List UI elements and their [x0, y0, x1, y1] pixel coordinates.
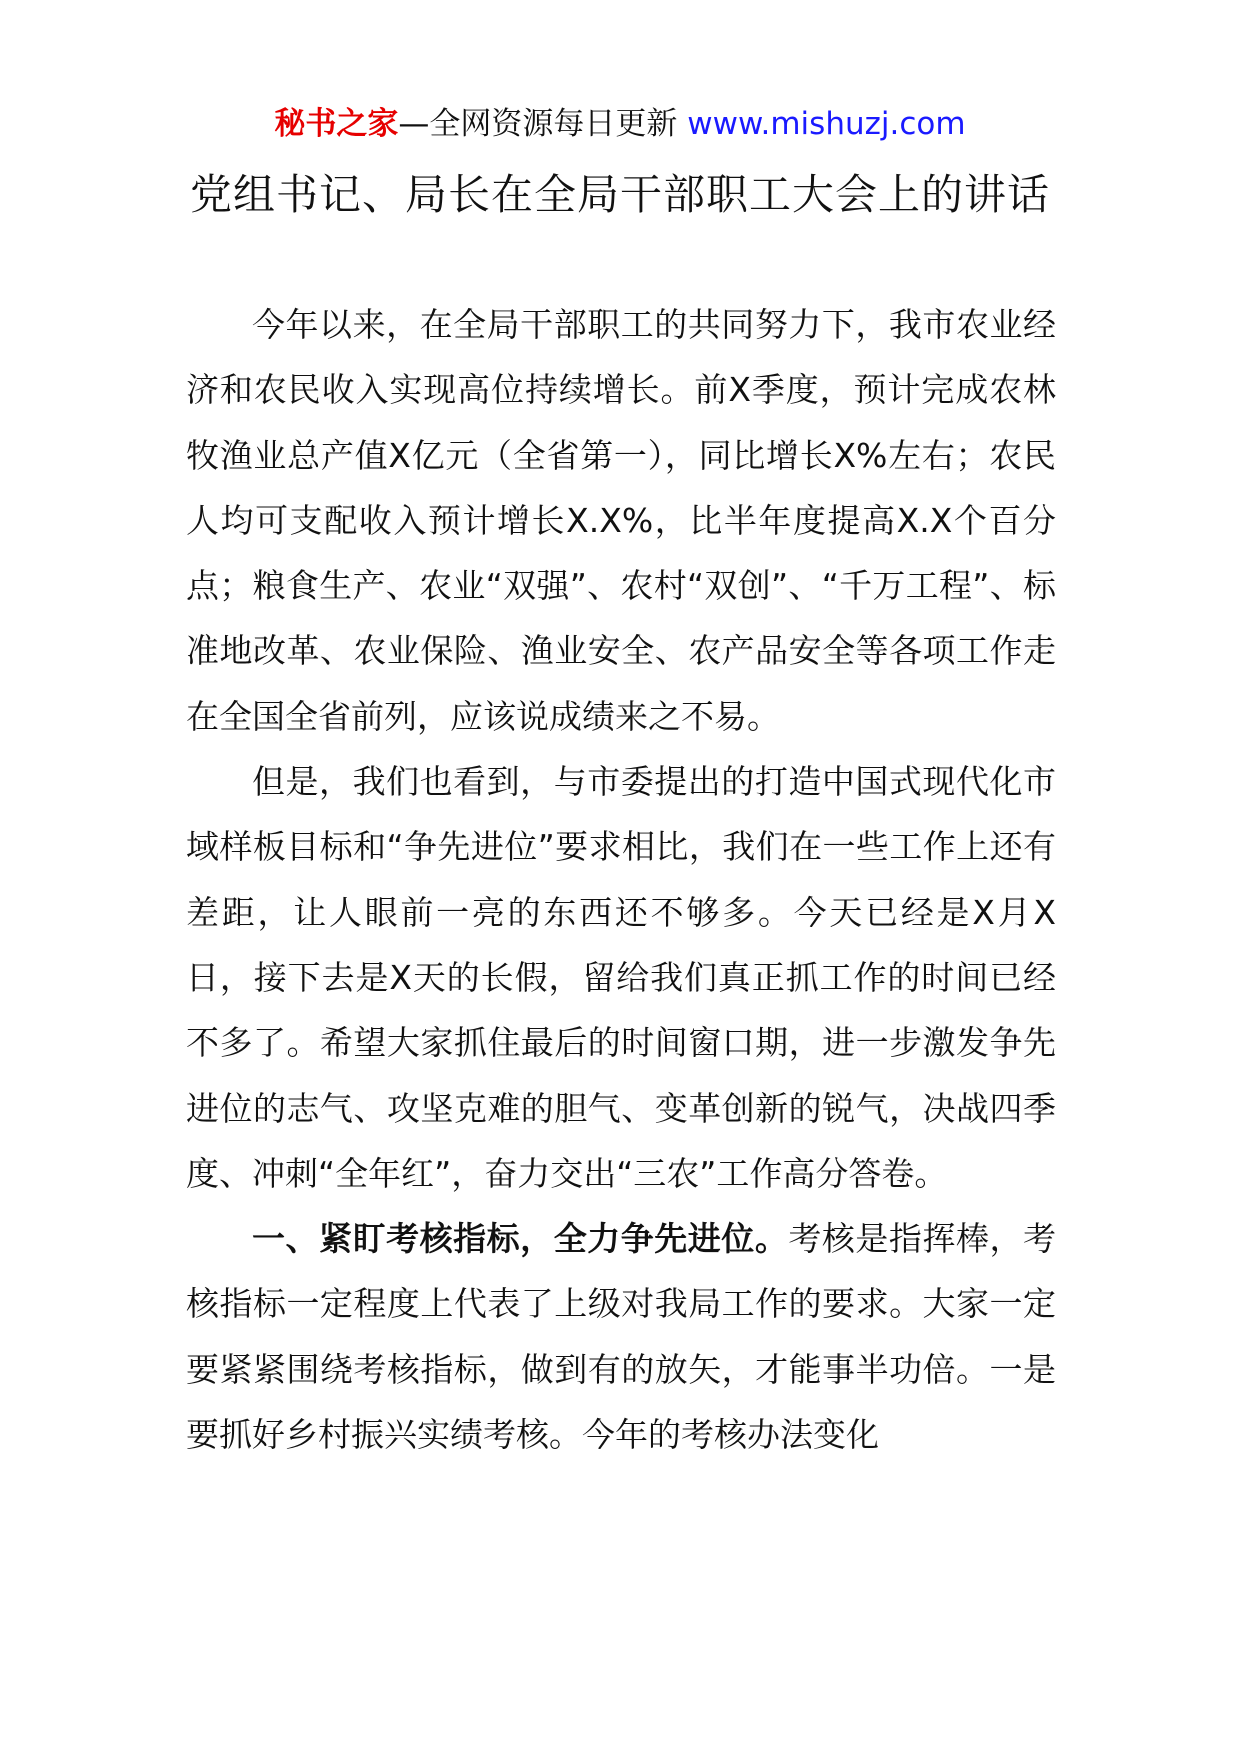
- section-heading-1: 一、紧盯考核指标，全力争先进位。: [252, 1219, 789, 1259]
- document-body: [186, 292, 1056, 1467]
- site-url-link[interactable]: www.mishuzj.com: [687, 106, 966, 142]
- site-slogan: —全网资源每日更新: [398, 106, 678, 142]
- site-brand: 秘书之家: [274, 106, 399, 142]
- paragraph-1-text: 今年以来，在全局干部职工的共同努力下，我市农业经济和农民收入实现高位持续增长。前X季度，预计完成农林牧渔业总产值X亿元（全省第一），同比增长X%左右；农民人均可支配收入预计增长X.X%，比半年度提高X.X个百分点；粮食生产、农业“双强”、农村“双创”、“千万工程”、标准地改革、农业保险、渔业安全、农产品安全等各项工作走在全国全省前列，应该说成绩来之不易。: [186, 305, 1056, 736]
- paragraph-3: [186, 1206, 1056, 1467]
- paragraph-1: [186, 292, 1056, 749]
- document-title: 党组书记、局长在全局干部职工大会上的讲话: [189, 170, 1050, 219]
- paragraph-3-text: 考核是指挥棒，考核指标一定程度上代表了上级对我局工作的要求。大家一定要紧紧围绕考核指标，做到有的放矢，才能事半功倍。一是要抓好乡村振兴实绩考核。今年的考核办法变化: [186, 1219, 1057, 1455]
- paragraph-2: [186, 749, 1056, 1206]
- site-header: [0, 100, 1240, 148]
- paragraph-2-text: 但是，我们也看到，与市委提出的打造中国式现代化市域样板目标和“争先进位”要求相比，我们在一些工作上还有差距，让人眼前一亮的东西还不够多。今天已经是X月X日，接下去是X天的长假，留给我们真正抓工作的时间已经不多了。希望大家抓住最后的时间窗口期，进一步激发争先进位的志气、攻坚克难的胆气、变革创新的锐气，决战四季度、冲刺“全年红”，奋力交出“三农”工作高分答卷。: [186, 762, 1056, 1193]
